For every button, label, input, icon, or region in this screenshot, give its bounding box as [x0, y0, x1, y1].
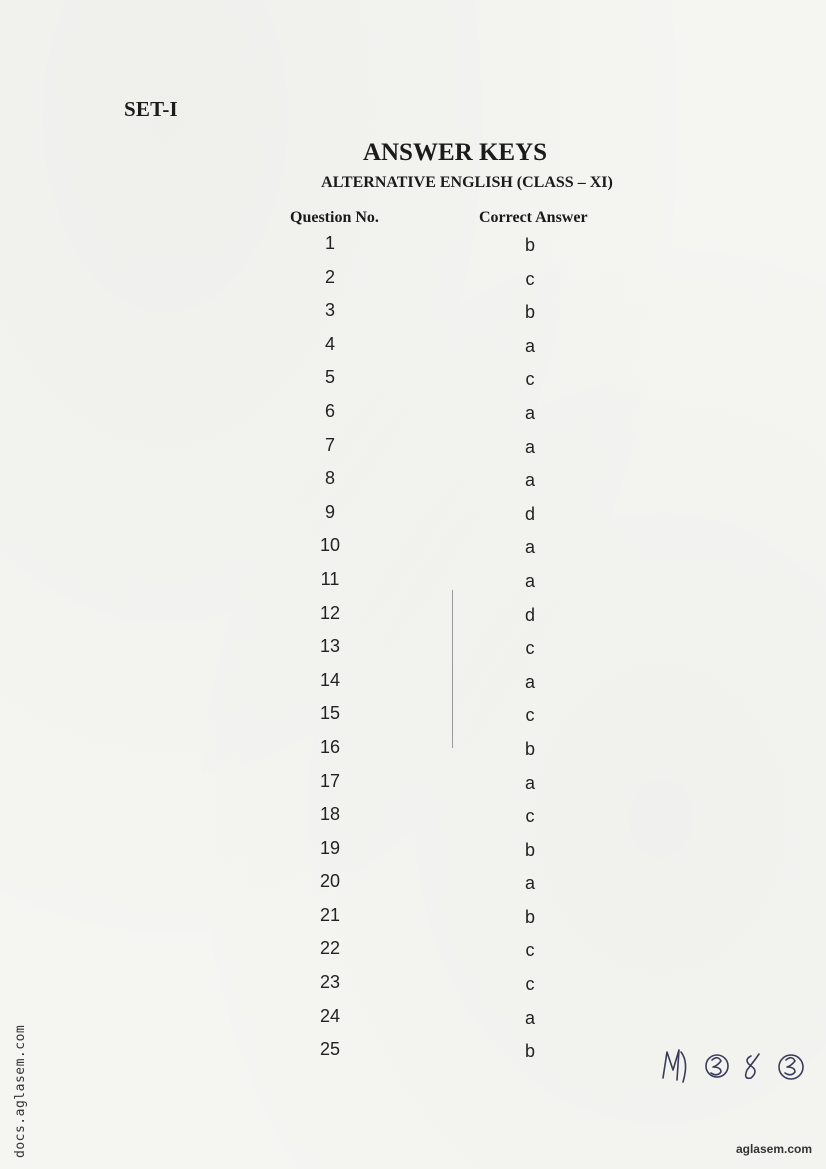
- question-number: 15: [319, 703, 341, 724]
- table-row: [0, 634, 826, 668]
- table-row: [0, 668, 826, 702]
- correct-answer: c: [525, 638, 535, 659]
- table-row: [0, 567, 826, 601]
- correct-answer: a: [524, 671, 535, 692]
- question-number: 11: [320, 568, 340, 589]
- correct-answer: a: [524, 402, 535, 423]
- correct-answer: d: [524, 503, 535, 524]
- table-row: [0, 231, 826, 265]
- question-number: 22: [319, 938, 341, 959]
- table-row: [0, 533, 826, 567]
- table-row: [0, 500, 826, 534]
- correct-answer: c: [525, 940, 535, 961]
- correct-answer: b: [524, 235, 535, 255]
- correct-answer: c: [525, 369, 535, 390]
- table-row: [0, 836, 826, 870]
- correct-answer: a: [524, 1007, 535, 1028]
- question-number: 3: [324, 300, 335, 321]
- question-number: 14: [319, 669, 341, 690]
- set-label: SET-I: [124, 97, 178, 121]
- question-number: 1: [324, 233, 335, 253]
- question-number: 2: [324, 266, 335, 287]
- correct-answer: c: [525, 974, 535, 995]
- table-row: [0, 903, 826, 937]
- question-number: 25: [319, 1039, 341, 1060]
- question-number: 16: [319, 736, 341, 757]
- handwritten-initials-signature: [655, 1040, 815, 1092]
- table-row: [0, 1004, 826, 1038]
- question-number: 8: [324, 468, 335, 489]
- table-row: [0, 869, 826, 903]
- scan-artifact-line: [452, 590, 453, 748]
- table-row: [0, 601, 826, 635]
- answer-column-header: Correct Answer: [479, 209, 588, 226]
- correct-answer: b: [524, 906, 535, 927]
- correct-answer: a: [524, 436, 535, 457]
- table-row: [0, 298, 826, 332]
- table-row: [0, 433, 826, 467]
- question-number: 17: [319, 770, 341, 791]
- question-number: 21: [319, 904, 341, 925]
- correct-answer: c: [525, 705, 535, 726]
- table-row: [0, 399, 826, 433]
- table-row: [0, 769, 826, 803]
- correct-answer: b: [524, 738, 535, 759]
- correct-answer: b: [524, 839, 535, 860]
- correct-answer: a: [524, 470, 535, 491]
- answer-key-table: [0, 231, 826, 1071]
- correct-answer: a: [524, 772, 535, 793]
- question-number: 6: [324, 400, 335, 421]
- question-number: 23: [319, 972, 341, 993]
- question-number: 19: [319, 837, 341, 858]
- question-number: 13: [319, 636, 341, 657]
- question-number: 20: [319, 871, 341, 892]
- question-number: 7: [324, 434, 335, 455]
- footer-watermark: aglasem.com: [735, 1142, 812, 1156]
- table-row: [0, 936, 826, 970]
- question-number: 4: [324, 333, 335, 354]
- question-number: 12: [319, 602, 341, 623]
- table-row: [0, 701, 826, 735]
- correct-answer: a: [524, 570, 535, 591]
- table-row: [0, 332, 826, 366]
- question-number: 24: [319, 1005, 341, 1026]
- correct-answer: c: [525, 268, 535, 289]
- question-number: 9: [324, 501, 335, 522]
- table-row: [0, 735, 826, 769]
- correct-answer: b: [524, 302, 535, 323]
- correct-answer: a: [524, 873, 535, 894]
- correct-answer: c: [525, 806, 535, 827]
- table-row: [0, 466, 826, 500]
- question-number: 5: [324, 367, 335, 388]
- question-number: 10: [319, 535, 341, 556]
- question-number: 18: [319, 804, 341, 825]
- correct-answer: b: [524, 1041, 535, 1062]
- correct-answer: a: [524, 335, 535, 356]
- table-row: [0, 802, 826, 836]
- question-column-header: Question No.: [290, 209, 379, 226]
- side-watermark: docs.aglasem.com: [13, 1024, 28, 1158]
- document-title: ANSWER KEYS: [362, 139, 548, 166]
- document-subtitle: ALTERNATIVE ENGLISH (CLASS – XI): [321, 174, 613, 191]
- correct-answer: a: [524, 537, 535, 558]
- table-row: [0, 265, 826, 299]
- table-row: [0, 970, 826, 1004]
- table-row: [0, 365, 826, 399]
- correct-answer: d: [524, 604, 535, 625]
